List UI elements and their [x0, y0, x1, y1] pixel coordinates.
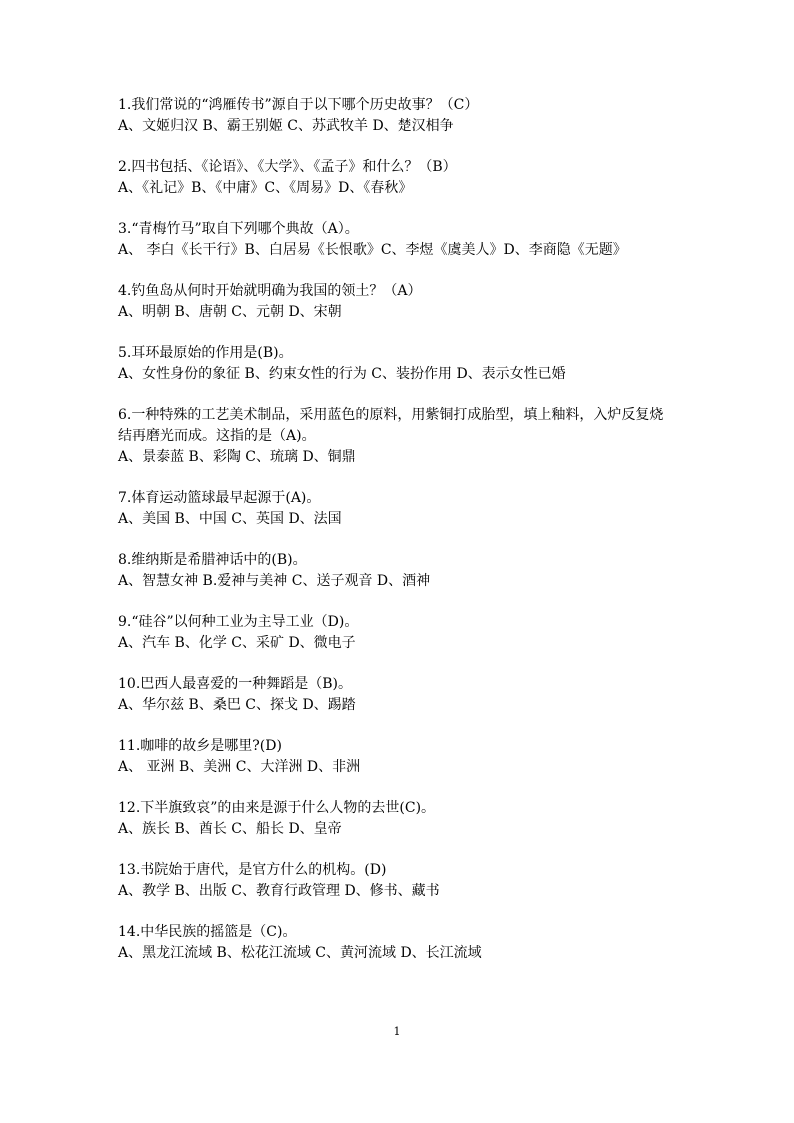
question-7-options: A、美国 B、中国 C、英国 D、法国 — [118, 511, 342, 527]
question-8 — [118, 550, 748, 592]
question-10-options: A、华尔兹 B、桑巴 C、探戈 D、踢踏 — [118, 697, 356, 713]
question-3-text: 3.“青梅竹马”取自下列哪个典故（A）。 — [118, 221, 359, 237]
question-11-options: A、 亚洲 B、美洲 C、大洋洲 D、非洲 — [118, 759, 361, 775]
question-8-options: A、智慧女神 B.爱神与美神 C、送子观音 D、酒神 — [118, 573, 431, 589]
question-12-text: 12.下半旗致哀”的由来是源于什么人物的去世(C)。 — [118, 800, 436, 816]
question-9-text: 9.“硅谷”以何种工业为主导工业（D)。 — [118, 614, 359, 630]
question-5-text: 5.耳环最原始的作用是(B)。 — [118, 345, 293, 361]
question-14-text: 14.中华民族的摇篮是（C)。 — [118, 924, 297, 940]
question-5-options: A、女性身份的象征 B、约束女性的行为 C、装扮作用 D、表示女性已婚 — [118, 366, 566, 382]
question-2 — [118, 157, 748, 199]
question-1-options: A、文姬归汉 B、霸王别姬 C、苏武牧羊 D、楚汉相争 — [118, 118, 454, 134]
question-6-options: A、景泰蓝 B、彩陶 C、琉璃 D、铜鼎 — [118, 449, 356, 465]
question-8-text: 8.维纳斯是希腊神话中的(B)。 — [118, 552, 307, 568]
question-14-options: A、黑龙江流域 B、松花江流域 C、黄河流域 D、长江流域 — [118, 945, 482, 961]
question-3-options: A、 李白《长干行》B、白居易《长恨歌》C、李煜《虞美人》D、李商隐《无题》 — [118, 242, 627, 258]
page-number: 1 — [393, 1025, 401, 1038]
question-9-options: A、汽车 B、化学 C、采矿 D、微电子 — [118, 635, 356, 651]
question-1 — [118, 95, 748, 137]
question-11-text: 11.咖啡的故乡是哪里?(D) — [118, 738, 282, 754]
question-4-options: A、明朝 B、唐朝 C、元朝 D、宋朝 — [118, 304, 342, 320]
question-9 — [118, 612, 748, 654]
question-7 — [118, 488, 748, 530]
question-13-text: 13.书院始于唐代，是官方什么的机构。(D) — [118, 862, 387, 878]
question-4 — [118, 281, 748, 323]
question-13 — [118, 860, 748, 902]
question-1-text: 1.我们常说的“鸿雁传书”源自于以下哪个历史故事？（C） — [118, 97, 479, 113]
question-14 — [118, 922, 748, 964]
question-6 — [118, 405, 748, 468]
question-13-options: A、教学 B、出版 C、教育行政管理 D、修书、藏书 — [118, 883, 440, 899]
question-6-text: 6.一种特殊的工艺美术制品，采用蓝色的原料，用紫铜打成胎型，填上釉料，入炉反复烧 — [118, 407, 664, 423]
question-12 — [118, 798, 748, 840]
question-list — [118, 95, 748, 984]
question-5 — [118, 343, 748, 385]
question-2-text: 2.四书包括、《论语》、《大学》、《孟子》和什么？（B） — [118, 159, 457, 175]
question-3 — [118, 219, 748, 261]
question-2-options: A、《礼记》B、《中庸》C、《周易》D、《春秋》 — [118, 180, 413, 196]
question-10-text: 10.巴西人最喜爱的一种舞蹈是（B)。 — [118, 676, 353, 692]
question-11 — [118, 736, 748, 778]
question-6-text-continued: 结再磨光而成。这指的是（A)。 — [118, 428, 316, 444]
question-4-text: 4.钓鱼岛从何时开始就明确为我国的领土？（A） — [118, 283, 422, 299]
question-10 — [118, 674, 748, 716]
question-12-options: A、族长 B、酋长 C、船长 D、皇帝 — [118, 821, 342, 837]
question-7-text: 7.体育运动篮球最早起源于(A)。 — [118, 490, 321, 506]
